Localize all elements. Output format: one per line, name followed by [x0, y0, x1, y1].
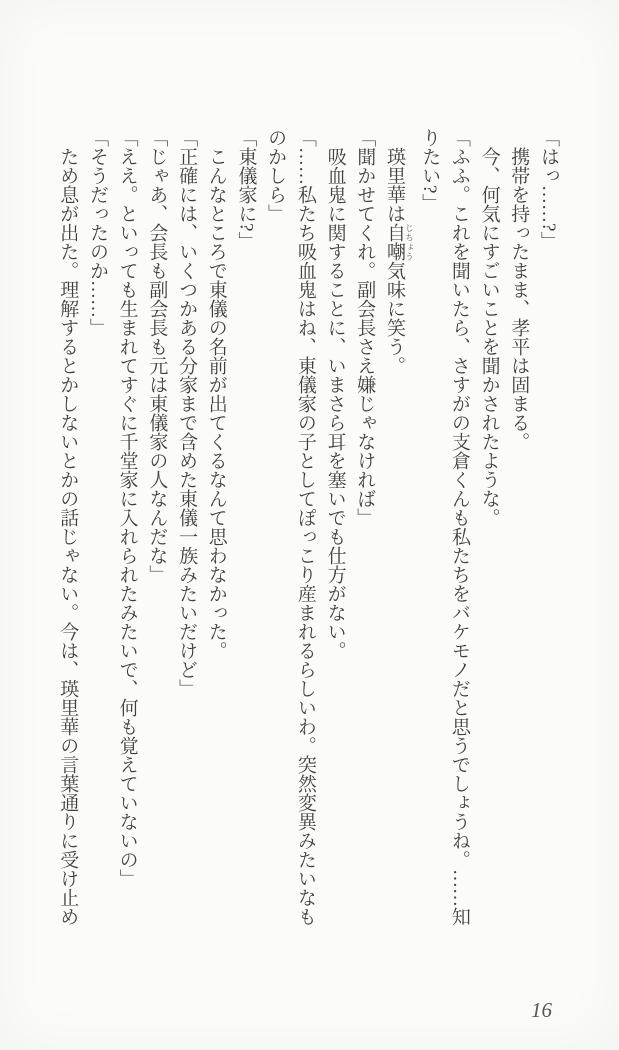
- paragraph-narration: 今、何気にすごいことを聞かされたような。: [478, 147, 500, 527]
- vertical-text-block: [57, 128, 563, 929]
- paragraph-dialogue: 「ええ。といっても生まれてすぐに千堂家に入れられたみたいで、何も覚えていないの」: [116, 128, 138, 888]
- paragraph-dialogue: 「そうだったのか……」: [86, 128, 108, 337]
- paragraph-dialogue: 「ふふ。これを聞いたら、さすがの支倉くんも私たちをバケモノだと思うでしょうね。……知りたい?」: [419, 128, 470, 926]
- paragraph-narration: 携帯を持ったまま、孝平は固まる。: [508, 147, 530, 451]
- paragraph-narration: 吸血鬼に関することに、いまさら耳を塞いでも仕方がない。: [324, 147, 346, 660]
- page-number: 16: [531, 998, 552, 1022]
- paragraph-dialogue: 「……私たち吸血鬼はね、東儀家の子としてぽっこり産まれるらしいわ。突然変異みたいなものかしら」: [265, 128, 316, 926]
- paragraph-dialogue: 「じゃあ、会長も副会長も元は東儀家の人なんだな」: [146, 128, 168, 584]
- paragraph-dialogue: 「正確には、いくつかある分家まで含めた東儀一族みたいだけど」: [176, 128, 198, 698]
- paragraph-narration-with-furigana: 瑛里華は自嘲 じちょう気味に笑う。: [383, 147, 415, 375]
- paragraph-dialogue: 「聞かせてくれ。副会長さえ嫌じゃなければ」: [354, 128, 376, 527]
- paragraph-dialogue: 「東儀家に?」: [235, 128, 257, 251]
- paragraph-narration: こんなところで東儀の名前が出てくるなんて思わなかった。: [205, 147, 227, 660]
- paragraph-narration: ため息が出た。理解するとかしないとかの話じゃない。今は、瑛里華の言葉通りに受け止め: [57, 147, 79, 926]
- paragraph-dialogue: 「はっ……?」: [538, 128, 559, 251]
